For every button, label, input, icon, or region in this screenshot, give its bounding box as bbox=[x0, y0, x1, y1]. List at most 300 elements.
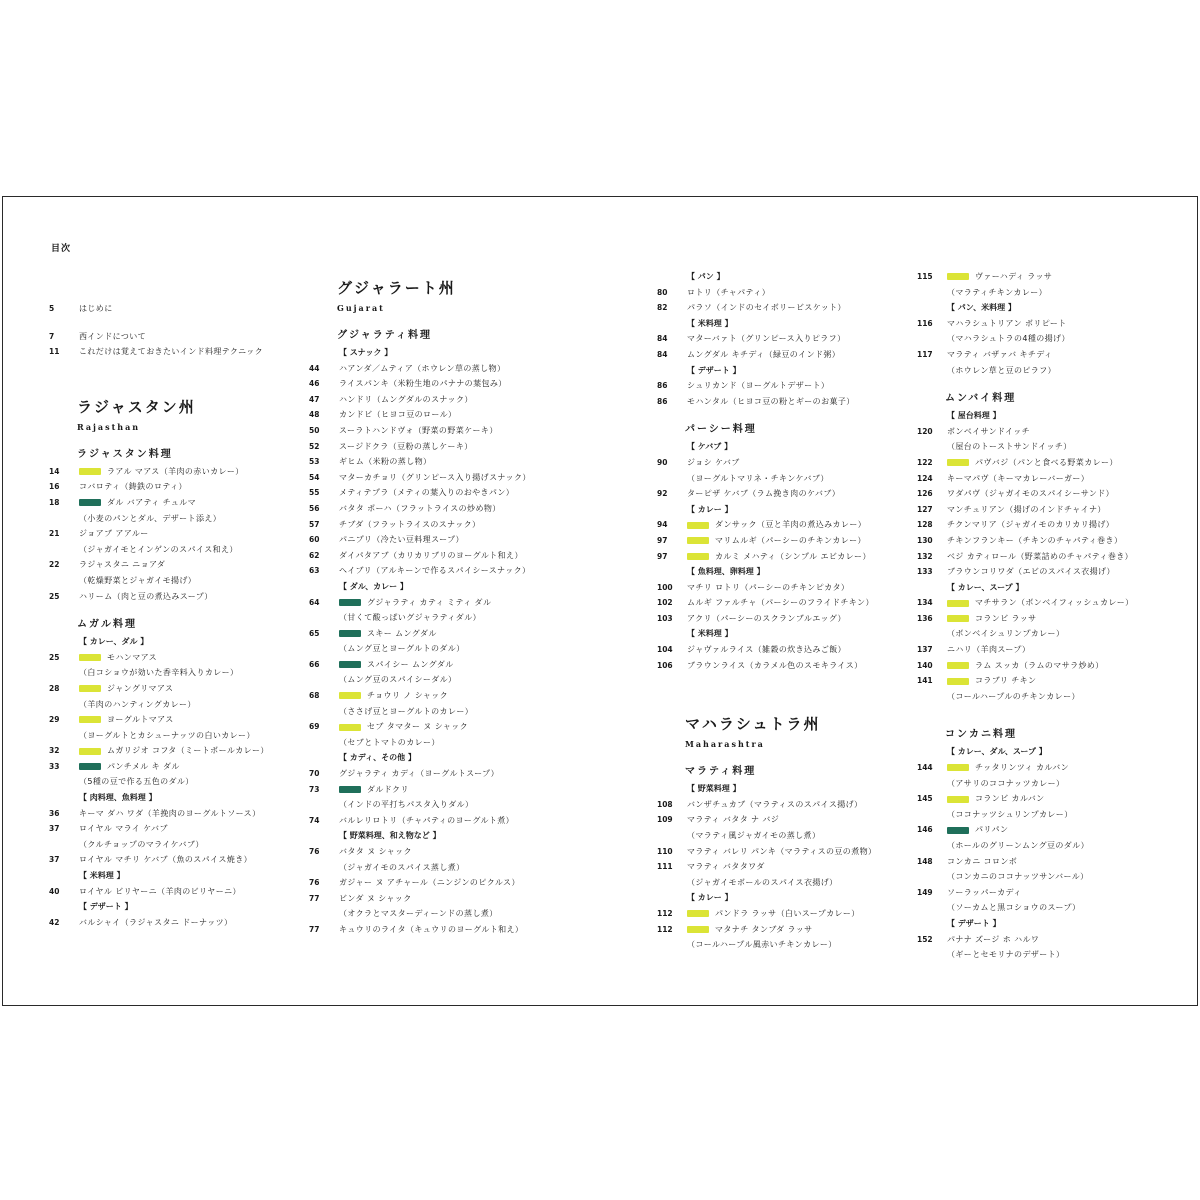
toc-subtitle-row bbox=[49, 573, 309, 589]
page-number: 25 bbox=[49, 591, 60, 601]
toc-row[interactable] bbox=[917, 595, 1177, 611]
page-number: 29 bbox=[49, 715, 60, 725]
page-number: 82 bbox=[657, 303, 668, 313]
toc-row[interactable] bbox=[917, 885, 1177, 901]
toc-text: メティテプラ（メティの葉入りのおやきパン） bbox=[339, 488, 515, 498]
toc-row[interactable] bbox=[49, 557, 309, 573]
toc-row[interactable] bbox=[917, 316, 1177, 332]
page-number: 140 bbox=[917, 660, 933, 670]
toc-row[interactable] bbox=[309, 595, 569, 611]
toc-row[interactable] bbox=[309, 922, 569, 938]
page-number: 60 bbox=[309, 535, 320, 545]
toc-list bbox=[657, 331, 917, 362]
dal-badge-icon bbox=[947, 827, 969, 834]
toc-list bbox=[657, 517, 917, 564]
page-number: 63 bbox=[309, 566, 320, 576]
group-label: 【 カレー、ダル、スープ 】 bbox=[947, 747, 1047, 757]
toc-row[interactable] bbox=[657, 595, 917, 611]
toc-row[interactable] bbox=[917, 517, 1177, 533]
toc-text: ロイヤル マチリ ケバブ（魚のスパイス焼き） bbox=[79, 855, 253, 865]
toc-list bbox=[917, 269, 1177, 300]
page-number: 132 bbox=[917, 551, 933, 561]
page-number: 48 bbox=[309, 410, 320, 420]
toc-subtitle-row bbox=[917, 900, 1177, 916]
toc-row[interactable] bbox=[917, 424, 1177, 440]
toc-text: パナナ ズージ ホ ハルワ bbox=[947, 934, 1040, 944]
cuisine-title: コンカニ料理 bbox=[945, 729, 1017, 741]
toc-row[interactable] bbox=[917, 673, 1177, 689]
toc-row[interactable] bbox=[49, 681, 309, 697]
state-title: グジャラート州 bbox=[337, 279, 456, 297]
toc-row[interactable] bbox=[657, 611, 917, 627]
toc-row[interactable] bbox=[657, 906, 917, 922]
toc-row[interactable] bbox=[309, 501, 569, 517]
page-number: 36 bbox=[49, 808, 60, 818]
page-number: 28 bbox=[49, 683, 60, 693]
toc-text: ジャングリマアス bbox=[107, 683, 174, 693]
toc-text: チッタリンツィ カルバン bbox=[975, 763, 1070, 773]
page-number: 80 bbox=[657, 287, 668, 297]
toc-row[interactable] bbox=[917, 502, 1177, 518]
toc-row[interactable] bbox=[917, 486, 1177, 502]
toc-row[interactable] bbox=[917, 347, 1177, 363]
page-number: 40 bbox=[49, 886, 60, 896]
toc-text: ジャヴァルライス（雑穀の炊き込みご飯） bbox=[687, 645, 847, 655]
toc-text: （セブとトマトのカレー） bbox=[339, 737, 440, 747]
page-number: 94 bbox=[657, 520, 668, 530]
toc-row[interactable] bbox=[49, 479, 309, 495]
page-number: 68 bbox=[309, 691, 320, 701]
toc-list bbox=[917, 932, 1177, 963]
toc-subtitle-row bbox=[657, 471, 917, 487]
column-2 bbox=[309, 275, 569, 938]
toc-subtitle-row bbox=[917, 689, 1177, 705]
toc-text: （マラティ風ジャガイモの蒸し煮） bbox=[687, 831, 821, 841]
curry-badge-icon bbox=[687, 926, 709, 933]
page-number: 122 bbox=[917, 457, 933, 467]
toc-row[interactable] bbox=[657, 517, 917, 533]
page-number: 145 bbox=[917, 794, 933, 804]
page-number: 56 bbox=[309, 503, 320, 513]
toc-row[interactable] bbox=[309, 439, 569, 455]
curry-badge-icon bbox=[687, 522, 709, 529]
toc-row[interactable] bbox=[49, 495, 309, 511]
toc-list bbox=[309, 844, 569, 938]
toc-list bbox=[917, 424, 1177, 580]
toc-row[interactable] bbox=[49, 301, 309, 317]
page-number: 57 bbox=[309, 519, 320, 529]
toc-row[interactable] bbox=[309, 719, 569, 735]
toc-row[interactable] bbox=[309, 688, 569, 704]
toc-row[interactable] bbox=[657, 859, 917, 875]
toc-row[interactable] bbox=[917, 658, 1177, 674]
toc-text: マラティ バザァバ キチディ bbox=[947, 349, 1053, 359]
toc-row[interactable] bbox=[49, 712, 309, 728]
toc-text: （屋台のトーストサンドイッチ） bbox=[947, 442, 1072, 452]
group-label: 【 野菜料理、和え物など 】 bbox=[339, 831, 441, 841]
page-number: 120 bbox=[917, 426, 933, 436]
page-number: 69 bbox=[309, 722, 320, 732]
column-3 bbox=[657, 269, 917, 953]
toc-subtitle-row bbox=[309, 641, 569, 657]
toc-row[interactable] bbox=[309, 875, 569, 891]
toc-text: （5種の豆で作る五色のダル） bbox=[79, 777, 194, 787]
toc-text: コバロティ（鋳鉄のロティ） bbox=[79, 482, 187, 492]
toc-text: （ムング豆とヨーグルトのダル） bbox=[339, 644, 465, 654]
toc-row[interactable] bbox=[49, 464, 309, 480]
toc-text: マタナチ タンブダ ラッサ bbox=[715, 924, 813, 934]
cuisine-title: ラジャスタン料理 bbox=[77, 448, 173, 460]
toc-subtitle-row bbox=[309, 610, 569, 626]
toc-subtitle-row bbox=[917, 626, 1177, 642]
page-number: 117 bbox=[917, 349, 933, 359]
toc-row[interactable] bbox=[917, 854, 1177, 870]
toc-list bbox=[657, 455, 917, 502]
curry-badge-icon bbox=[947, 662, 969, 669]
group-label: 【 デザート 】 bbox=[79, 902, 133, 912]
toc-list bbox=[917, 760, 1177, 916]
toc-text: マラティ バタタ ナ バジ bbox=[687, 815, 780, 825]
toc-text: グジャラティ カディ（ヨーグルトスープ） bbox=[339, 769, 500, 779]
toc-row[interactable] bbox=[657, 844, 917, 860]
toc-row[interactable] bbox=[917, 564, 1177, 580]
page-number: 21 bbox=[49, 529, 60, 539]
toc-text: マチリ ロトリ（パーシーのチキンピカタ） bbox=[687, 582, 850, 592]
page-number: 124 bbox=[917, 473, 933, 483]
toc-text: ジョシ ケバブ bbox=[687, 457, 740, 467]
dal-badge-icon bbox=[339, 786, 361, 793]
page-number: 73 bbox=[309, 784, 320, 794]
toc-text: （ギーとセモリナのデザート） bbox=[947, 950, 1065, 960]
page-number: 130 bbox=[917, 535, 933, 545]
page-number: 100 bbox=[657, 582, 673, 592]
toc-text: ロイヤル ビリヤーニ（羊肉のビリヤーニ） bbox=[79, 886, 241, 896]
page-number: 54 bbox=[309, 472, 320, 482]
toc-text: コンカニ コロンボ bbox=[947, 856, 1018, 866]
toc-row[interactable] bbox=[49, 852, 309, 868]
group-label: 【 カレー、ダル 】 bbox=[79, 637, 149, 647]
toc-row[interactable] bbox=[309, 626, 569, 642]
toc-text: キーマパヴ（キーマカレーバーガー） bbox=[947, 473, 1090, 483]
toc-subtitle-row bbox=[917, 776, 1177, 792]
toc-subtitle-row bbox=[49, 837, 309, 853]
toc-row[interactable] bbox=[309, 485, 569, 501]
toc-row[interactable] bbox=[657, 331, 917, 347]
page-number: 42 bbox=[49, 917, 60, 927]
toc-row[interactable] bbox=[917, 471, 1177, 487]
toc-text: ソーラッパーカディ bbox=[947, 887, 1022, 897]
group-label: 【 カディ、その他 】 bbox=[339, 753, 416, 763]
page-number: 77 bbox=[309, 893, 320, 903]
toc-row[interactable] bbox=[49, 344, 309, 360]
toc-row[interactable] bbox=[657, 455, 917, 471]
toc-text: （マラティチキンカレー） bbox=[947, 287, 1048, 297]
toc-row[interactable] bbox=[917, 822, 1177, 838]
page-number: 84 bbox=[657, 334, 668, 344]
toc-text: ガジャー ヌ アチャール（ニンジンのピクルス） bbox=[339, 878, 520, 888]
toc-row[interactable] bbox=[309, 376, 569, 392]
page-number: 77 bbox=[309, 924, 320, 934]
group-label: 【 スナック 】 bbox=[339, 348, 393, 357]
toc-text: セブ タマター ヌ シャック bbox=[367, 722, 469, 732]
toc-text: ダル バアティ チュルマ bbox=[107, 497, 197, 507]
toc-row[interactable] bbox=[309, 782, 569, 798]
column-4 bbox=[917, 269, 1177, 963]
page-number: 52 bbox=[309, 441, 320, 451]
toc-text: シュリカンド（ヨーグルトデザート） bbox=[687, 381, 830, 391]
toc-row[interactable] bbox=[309, 361, 569, 377]
toc-row[interactable] bbox=[917, 549, 1177, 565]
toc-subtitle-row bbox=[49, 542, 309, 558]
toc-text: ロトリ（チャパティ） bbox=[687, 287, 771, 297]
toc-row[interactable] bbox=[917, 611, 1177, 627]
toc-text: チクンマリア（ジャガイモのカリカリ揚げ） bbox=[947, 520, 1115, 530]
toc-text: （ココナッツシュリンプカレー） bbox=[947, 809, 1073, 819]
page-number: 149 bbox=[917, 887, 933, 897]
toc-row[interactable] bbox=[309, 563, 569, 579]
curry-badge-icon bbox=[687, 553, 709, 560]
toc-text: コラブリ チキン bbox=[975, 676, 1037, 686]
toc-list bbox=[309, 766, 569, 828]
toc-text: モハンタル（ヒヨコ豆の粉とギーのお菓子） bbox=[687, 396, 855, 406]
toc-row[interactable] bbox=[309, 532, 569, 548]
state-title: マハラシュトラ州 bbox=[685, 715, 821, 734]
toc-row[interactable] bbox=[309, 813, 569, 829]
page-number: 37 bbox=[49, 855, 60, 865]
dal-badge-icon bbox=[339, 661, 361, 668]
toc-text: ラム スッカ（ラムのマサラ炒め） bbox=[975, 660, 1104, 670]
toc-row[interactable] bbox=[657, 549, 917, 565]
toc-list bbox=[657, 378, 917, 409]
toc-row[interactable] bbox=[309, 657, 569, 673]
page-number: 18 bbox=[49, 497, 60, 507]
toc-list bbox=[49, 915, 309, 931]
toc-text: ギヒム（米粉の蒸し物） bbox=[339, 457, 432, 467]
page-number: 70 bbox=[309, 769, 320, 779]
toc-row[interactable] bbox=[917, 533, 1177, 549]
toc-row[interactable] bbox=[309, 844, 569, 860]
toc-text: （コールハープルのチキンカレー） bbox=[947, 691, 1080, 701]
toc-text: ブラウンライス（カラメル色のスモキライス） bbox=[687, 660, 863, 670]
toc-row[interactable] bbox=[49, 821, 309, 837]
toc-list bbox=[49, 650, 309, 790]
page-number: 127 bbox=[917, 504, 933, 514]
curry-badge-icon bbox=[947, 459, 969, 466]
page-number: 86 bbox=[657, 381, 668, 391]
toc-text: ダンサック（豆と羊肉の煮込みカレー） bbox=[715, 520, 867, 530]
curry-badge-icon bbox=[79, 748, 101, 755]
toc-list bbox=[49, 806, 309, 868]
toc-text: チブダ（フラットライスのスナック） bbox=[339, 519, 481, 529]
page-number: 152 bbox=[917, 934, 933, 944]
toc-text: カルミ メハティ（シンプル エビカレー） bbox=[715, 551, 871, 561]
page-number: 44 bbox=[309, 363, 320, 373]
page-number: 53 bbox=[309, 457, 320, 467]
toc-subtitle-row bbox=[49, 665, 309, 681]
toc-text: ブラウンコリワダ（エビのスパイス衣揚げ） bbox=[947, 567, 1115, 577]
toc-row[interactable] bbox=[49, 589, 309, 605]
group-label: 【 米料理 】 bbox=[79, 871, 125, 881]
toc-text: パラソ（インドのセイボリービスケット） bbox=[687, 303, 846, 313]
toc-text: パニプリ（冷たい豆料理スープ） bbox=[339, 535, 464, 545]
toc-text: （ジャガイモのスパイス蒸し煮） bbox=[339, 862, 465, 872]
page-number: 137 bbox=[917, 645, 933, 655]
page-number: 128 bbox=[917, 520, 933, 530]
toc-row[interactable] bbox=[657, 658, 917, 674]
toc-row[interactable] bbox=[657, 394, 917, 410]
toc-row[interactable] bbox=[49, 915, 309, 931]
toc-row[interactable] bbox=[657, 300, 917, 316]
toc-text: ムングダル キチディ（緑豆のインド粥） bbox=[687, 349, 841, 359]
toc-row[interactable] bbox=[49, 759, 309, 775]
toc-text: ヴァーハディ ラッサ bbox=[975, 272, 1053, 281]
toc-text: （クルチョップのマライケバブ） bbox=[79, 839, 204, 849]
toc-subtitle-row bbox=[309, 906, 569, 922]
toc-text: （羊肉のハンティングカレー） bbox=[79, 699, 196, 709]
toc-text: ターピザ ケバブ（ラム挽き肉のケバブ） bbox=[687, 489, 841, 499]
group-label: 【 屋台料理 】 bbox=[947, 411, 1001, 421]
toc-row[interactable] bbox=[917, 455, 1177, 471]
state-roman: Maharashtra bbox=[685, 739, 765, 750]
group-label: 【 野菜料理 】 bbox=[687, 784, 741, 794]
page-number: 64 bbox=[309, 597, 320, 607]
toc-subtitle-row bbox=[657, 828, 917, 844]
toc-text: マラティ バレリ パンキ（マラティスの豆の煮物） bbox=[687, 846, 877, 856]
toc-text: カンドビ（ヒヨコ豆のロール） bbox=[339, 410, 457, 420]
toc-row[interactable] bbox=[309, 891, 569, 907]
curry-badge-icon bbox=[947, 678, 969, 685]
toc-row[interactable] bbox=[309, 548, 569, 564]
toc-row[interactable] bbox=[657, 812, 917, 828]
toc-row[interactable] bbox=[309, 392, 569, 408]
page-number: 50 bbox=[309, 425, 320, 435]
page-number: 90 bbox=[657, 457, 668, 467]
toc-text: スキー ムングダル bbox=[367, 628, 437, 638]
toc-row[interactable] bbox=[657, 922, 917, 938]
cuisine-title: マラティ料理 bbox=[685, 766, 757, 778]
toc-row[interactable] bbox=[917, 642, 1177, 658]
column-1 bbox=[49, 301, 309, 930]
toc-row[interactable] bbox=[917, 932, 1177, 948]
toc-row[interactable] bbox=[49, 526, 309, 542]
page-number: 55 bbox=[309, 488, 320, 498]
toc-subtitle-row bbox=[917, 363, 1177, 379]
toc-subtitle-row bbox=[917, 869, 1177, 885]
toc-text: ヨーグルトマアス bbox=[107, 715, 174, 725]
toc-text: ムガリジオ コフタ（ミートボールカレー） bbox=[107, 746, 269, 756]
toc-row[interactable] bbox=[309, 454, 569, 470]
toc-text: ニハリ（羊肉スープ） bbox=[947, 645, 1031, 655]
toc-text: アクリ（パーシーのスクランブルエッグ） bbox=[687, 613, 846, 623]
toc-row[interactable] bbox=[657, 347, 917, 363]
toc-row[interactable] bbox=[917, 269, 1177, 285]
toc-text: （インドの平打ちパスタ入りダル） bbox=[339, 800, 474, 810]
page-number: 32 bbox=[49, 746, 60, 756]
page-number: 76 bbox=[309, 878, 320, 888]
toc-row[interactable] bbox=[917, 760, 1177, 776]
toc-text: （小麦のパンとダル、デザート添え） bbox=[79, 513, 222, 523]
dal-badge-icon bbox=[79, 499, 101, 506]
toc-text: （ムング豆のスパイシーダル） bbox=[339, 675, 457, 685]
toc-row[interactable] bbox=[49, 884, 309, 900]
page-number: 47 bbox=[309, 394, 320, 404]
toc-row[interactable] bbox=[309, 423, 569, 439]
toc-text: （ホールのグリーンムング豆のダル） bbox=[947, 841, 1089, 850]
page-number: 97 bbox=[657, 535, 668, 545]
toc-text: パリパン bbox=[975, 825, 1009, 835]
toc-text: マハラシュトリアン ボリピート bbox=[947, 318, 1067, 328]
toc-text: モハンマアス bbox=[107, 652, 158, 662]
toc-text: ヘイブリ（アルキーンで作るスパイシースナック） bbox=[339, 566, 531, 576]
toc-text: （ホウレン草と豆のピラフ） bbox=[947, 365, 1056, 375]
toc-text: （ヨーグルトとカシューナッツの白いカレー） bbox=[79, 730, 255, 740]
toc-list bbox=[657, 642, 917, 673]
page-number: 7 bbox=[49, 331, 55, 341]
toc-text: チキンフランキー（チキンのチャパティ巻き） bbox=[947, 535, 1123, 545]
page-number: 116 bbox=[917, 318, 933, 328]
toc-text: スーラトハンドヴォ（野菜の野菜ケーキ） bbox=[339, 425, 498, 435]
toc-row[interactable] bbox=[657, 580, 917, 596]
group-label: 【 カレー 】 bbox=[687, 504, 733, 514]
toc-subtitle-row bbox=[917, 807, 1177, 823]
page-number: 111 bbox=[657, 862, 673, 872]
toc-subtitle-row bbox=[917, 331, 1177, 347]
toc-text: ジョアブ アアルー bbox=[79, 529, 149, 539]
cuisine-title: パーシー料理 bbox=[685, 424, 757, 436]
curry-badge-icon bbox=[339, 692, 361, 699]
toc-text: バタタ ポーハ（フラットライスの炒め物） bbox=[339, 503, 501, 513]
toc-row[interactable] bbox=[309, 470, 569, 486]
toc-row[interactable] bbox=[657, 486, 917, 502]
group-label: 【 米料理 】 bbox=[687, 318, 733, 328]
toc-text: ベジ カティロール（野菜詰めのチャパティ巻き） bbox=[947, 551, 1134, 561]
toc-text: ハアンダ／ムティア（ホウレン草の蒸し物） bbox=[339, 363, 506, 373]
toc-row[interactable] bbox=[49, 650, 309, 666]
toc-row[interactable] bbox=[657, 378, 917, 394]
toc-row[interactable] bbox=[657, 533, 917, 549]
toc-row[interactable] bbox=[657, 642, 917, 658]
toc-text: キュウリのライタ（キュウリのヨーグルト和え） bbox=[339, 924, 524, 934]
page-number: 14 bbox=[49, 466, 60, 476]
toc-text: ボンベイサンドイッチ bbox=[947, 426, 1031, 436]
group-label: 【 デザート 】 bbox=[687, 365, 741, 375]
toc-row[interactable] bbox=[309, 407, 569, 423]
page-number: 97 bbox=[657, 551, 668, 561]
toc-text: ハンドリ（ムングダルのスナック） bbox=[339, 394, 473, 404]
page-number: 110 bbox=[657, 846, 673, 856]
toc-row[interactable] bbox=[49, 329, 309, 345]
toc-row[interactable] bbox=[49, 743, 309, 759]
page-number: 5 bbox=[49, 304, 55, 313]
curry-badge-icon bbox=[947, 273, 969, 280]
toc-row[interactable] bbox=[657, 797, 917, 813]
page-number: 104 bbox=[657, 645, 673, 655]
page-number: 86 bbox=[657, 396, 668, 406]
cuisine-title: ムンバイ料理 bbox=[945, 393, 1017, 405]
toc-text: （コンカニのココナッツサンバール） bbox=[947, 872, 1089, 882]
toc-subtitle-row bbox=[309, 672, 569, 688]
toc-text: 西インドについて bbox=[79, 331, 147, 341]
toc-subtitle-row bbox=[49, 774, 309, 790]
toc-row[interactable] bbox=[309, 517, 569, 533]
toc-text: ワダパヴ（ジャガイモのスパイシーサンド） bbox=[947, 489, 1115, 499]
toc-row[interactable] bbox=[49, 806, 309, 822]
toc-row[interactable] bbox=[309, 766, 569, 782]
cuisine-title: グジャラティ料理 bbox=[337, 330, 432, 341]
toc-row[interactable] bbox=[917, 791, 1177, 807]
toc-row[interactable] bbox=[657, 285, 917, 301]
dal-badge-icon bbox=[339, 599, 361, 606]
